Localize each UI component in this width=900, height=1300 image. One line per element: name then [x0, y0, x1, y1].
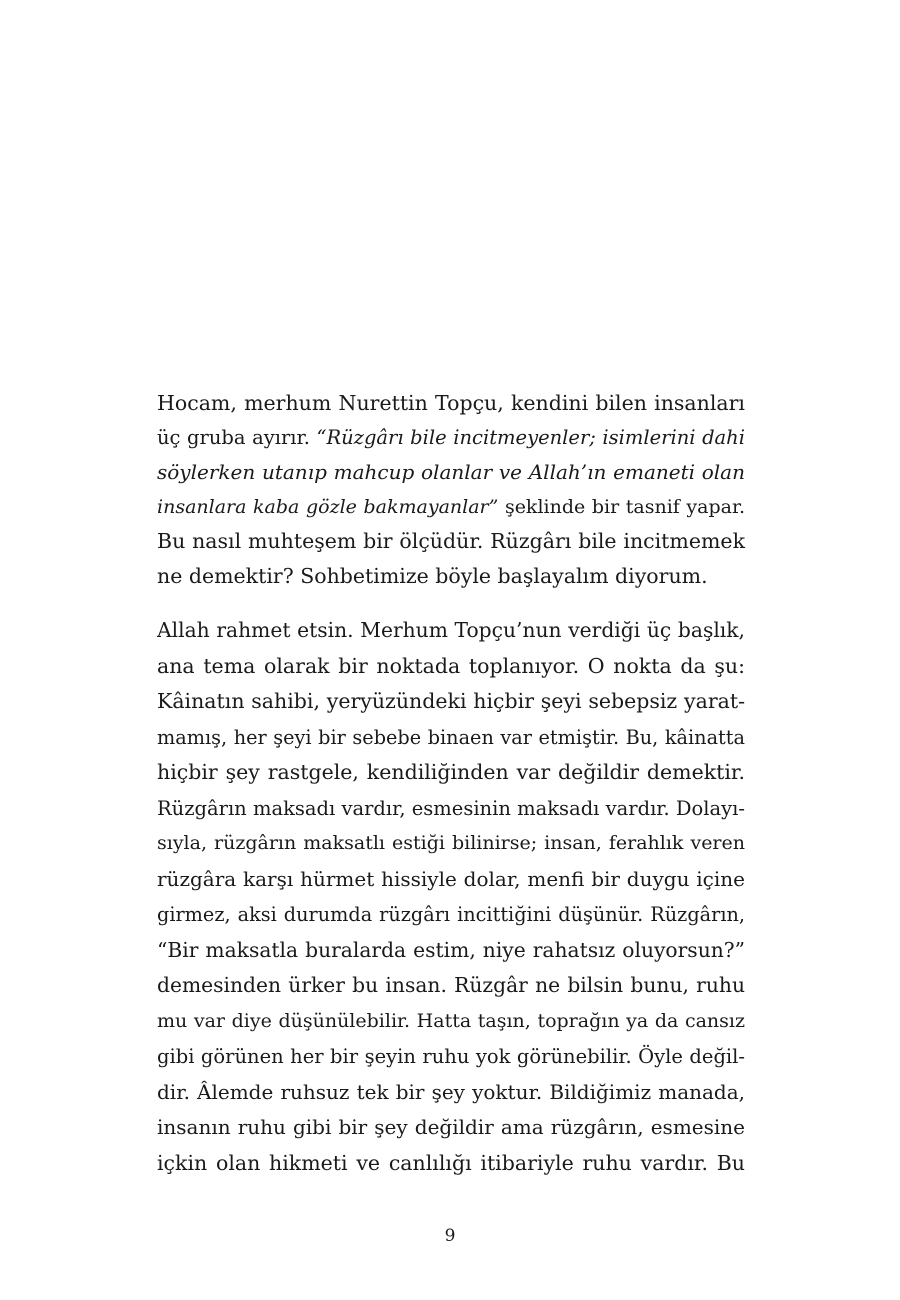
- page-number: 9: [444, 1226, 456, 1246]
- answer-line: rüzgâra karşı hürmet hissiyle dolar, menfi bir duygu içine: [157, 866, 745, 891]
- question-line-6: ne demektir? Sohbetimize böyle başlayalım diyorum.: [157, 563, 708, 588]
- question-line-3: [157, 455, 745, 490]
- answer-paragraph: [157, 613, 745, 1181]
- answer-line: mamış, her şeyi bir sebebe binaen var etmiştir. Bu, kâinatta: [157, 725, 745, 749]
- question-line-5: Bu nasıl muhteşem bir ölçüdür. Rüzgârı bile incitmemek: [157, 529, 745, 554]
- answer-line: girmez, aksi durumda rüzgârı incittiğini düşünür. Rüzgârın,: [157, 903, 745, 926]
- question-line-4-text: şeklinde bir tasnif yapar.: [498, 495, 745, 518]
- question-line-4: [157, 490, 745, 525]
- answer-line: Kâinatın sahibi, yeryüzündeki hiçbir şeyi sebepsiz yarat-: [157, 689, 745, 713]
- quote-part-2: söylerken utanıp mahcup olanlar ve Allah’ın emaneti olan: [157, 460, 745, 485]
- quote-part-1: “Rüzgârı bile incitmeyenler; isimlerini dahi: [316, 425, 745, 449]
- answer-line: dir. Âlemde ruhsuz tek bir şey yoktur. Bildiğimiz manada,: [157, 1079, 745, 1104]
- question-line-2-text: üç gruba ayırır.: [157, 425, 317, 449]
- answer-line: mu var diye düşünülebilir. Hatta taşın, toprağın ya da cansız: [157, 1009, 745, 1032]
- answer-line: Allah rahmet etsin. Merhum Topçu’nun verdiği üç başlık,: [157, 618, 745, 642]
- answer-line: içkin olan hikmeti ve canlılığı itibariyle ruhu vardır. Bu: [157, 1150, 745, 1175]
- answer-line: ana tema olarak bir noktada toplanıyor. O nokta da şu:: [157, 653, 745, 678]
- question-paragraph: [157, 386, 745, 594]
- quote-part-3: insanlara kaba gözle bakmayanlar”: [157, 495, 499, 518]
- question-line-1: Hocam, merhum Nurettin Topçu, kendini bilen insanları: [157, 391, 745, 415]
- answer-line: Rüzgârın maksadı vardır, esmesinin maksadı vardır. Dolayı-: [157, 796, 745, 820]
- answer-line: “Bir maksatla buralarda estim, niye rahatsız oluyorsun?”: [157, 937, 745, 962]
- answer-line: insanın ruhu gibi bir şey değildir ama rüzgârın, esmesine: [157, 1115, 745, 1139]
- question-line-2: [157, 421, 745, 456]
- answer-line: sıyla, rüzgârın maksatlı estiği bilinirse; insan, ferahlık veren: [157, 832, 745, 854]
- answer-line: demesinden ürker bu insan. Rüzgâr ne bilsin bunu, ruhu: [157, 973, 745, 997]
- answer-line: gibi görünen her bir şeyin ruhu yok görünebilir. Öyle değil-: [157, 1045, 745, 1068]
- answer-line: hiçbir şey rastgele, kendiliğinden var değildir demektir.: [157, 760, 745, 784]
